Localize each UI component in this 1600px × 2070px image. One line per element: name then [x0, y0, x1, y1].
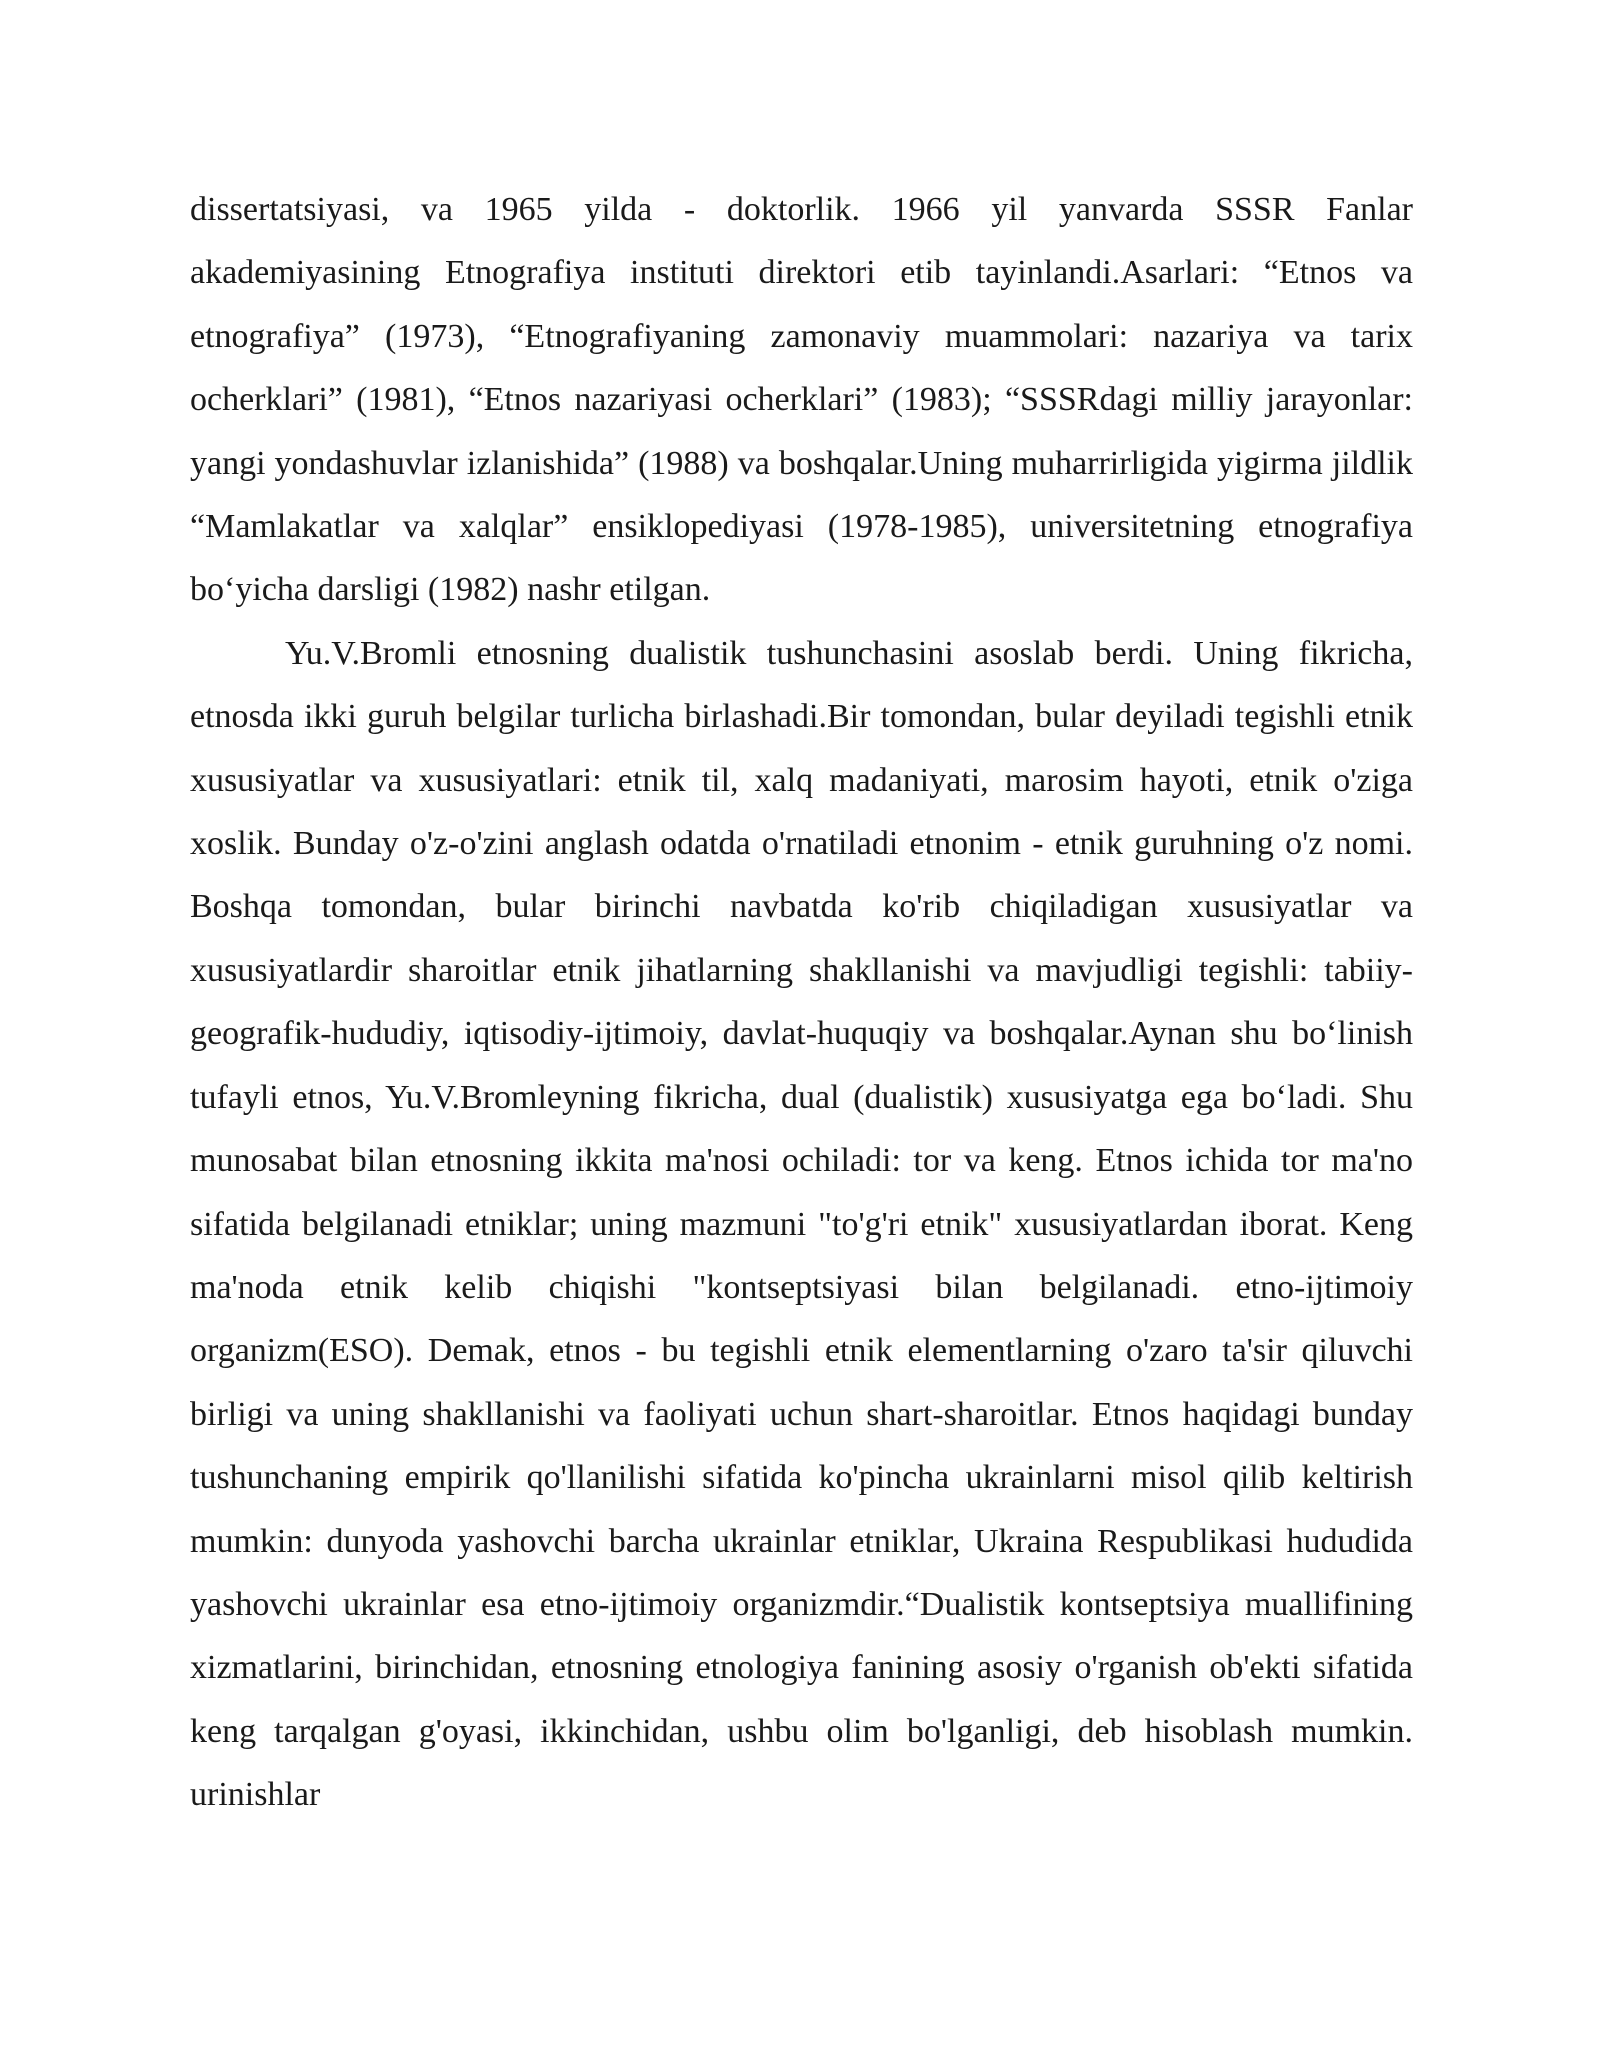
document-body: [190, 178, 1413, 1827]
paragraph-2: Yu.V.Bromli etnosning dualistik tushunchasini asoslab berdi. Uning fikricha, etnosda ikki guruh belgilar turlicha birlashadi.Bir tomondan, bular deyiladi tegishli etnik xususiyatlar va xususiyatlari: etnik til, xalq madaniyati, marosim hayoti, etnik o'ziga xoslik. Bunday o'z-o'zini anglash odatda o'rnatiladi etnonim - etnik guruhning o'z nomi. Boshqa tomondan, bular birinchi navbatda ko'rib chiqiladigan xususiyatlar va xususiyatlardir sharoitlar etnik jihatlarning shakllanishi va mavjudligi tegishli: tabiiy-geografik-hududiy, iqtisodiy-ijtimoiy, davlat-huquqiy va boshqalar.Aynan shu bo‘linish tufayli etnos, Yu.V.Bromleyning fikricha, dual (dualistik) xususiyatga ega bo‘ladi. Shu munosabat bilan etnosning ikkita ma'nosi ochiladi: tor va keng. Etnos ichida tor ma'no sifatida belgilanadi etniklar; uning mazmuni "to'g'ri etnik" xususiyatlardan iborat. Keng ma'noda etnik kelib chiqishi "kontseptsiyasi bilan belgilanadi. etno-ijtimoiy organizm(ESO). Demak, etnos - bu tegishli etnik elementlarning o'zaro ta'sir qiluvchi birligi va uning shakllanishi va faoliyati uchun shart-sharoitlar. Etnos haqidagi bunday tushunchaning empirik qo'llanilishi sifatida ko'pincha ukrainlarni misol qilib keltirish mumkin: dunyoda yashovchi barcha ukrainlar etniklar, Ukraina Respublikasi hududida yashovchi ukrainlar esa etno-ijtimoiy organizmdir.“Dualistik kontseptsiya muallifining xizmatlarini, birinchidan, etnosning etnologiya fanining asosiy o'rganish ob'ekti sifatida keng tarqalgan g'oyasi, ikkinchidan, ushbu olim bo'lganligi, deb hisoblash mumkin. urinishlar: [190, 634, 1413, 1814]
paragraph-1: dissertatsiyasi, va 1965 yilda - doktorlik. 1966 yil yanvarda SSSR Fanlar akademiyasining Etnografiya instituti direktori etib tayinlandi.Asarlari: “Etnos va etnografiya” (1973), “Etnografiyaning zamonaviy muammolari: nazariya va tarix ocherklari” (1981), “Etnos nazariyasi ocherklari” (1983); “SSSRdagi milliy jarayonlar: yangi yondashuvlar izlanishida” (1988) va boshqalar.Uning muharrirligida yigirma jildlik “Mamlakatlar va xalqlar” ensiklopediyasi (1978-1985), universitetning etnografiya bo‘yicha darsligi (1982) nashr etilgan.: [190, 191, 1413, 609]
